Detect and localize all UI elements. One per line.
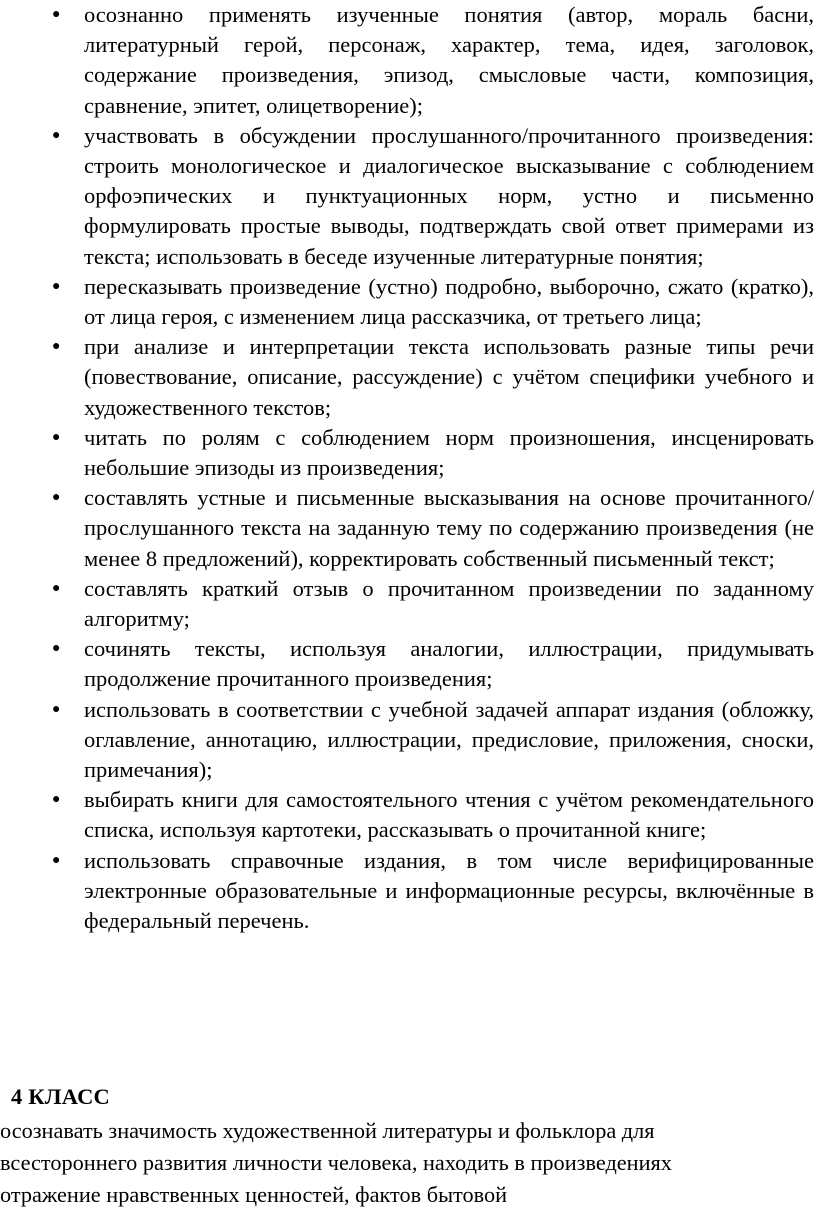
- list-item-text: составлять устные и письменные высказывания на основе прочитанного/прослушанного текста на заданную тему по содержанию произведения (не менее 8 предложений), корректировать собственный письменный текст;: [84, 485, 814, 571]
- paragraph-line: всестороннего развития личности человека, находить в произведениях: [0, 1150, 672, 1175]
- bullet-icon: ●: [52, 852, 61, 868]
- paragraph-line: отражение нравственных ценностей, фактов бытовой: [0, 1182, 508, 1207]
- list-item: [0, 0, 816, 121]
- list-item-text: использовать в соответствии с учебной задачей аппарат издания (обложку, оглавление, аннотацию, иллюстрации, предисловие, приложения, сноски, примечания);: [84, 696, 814, 783]
- list-item: [0, 695, 816, 786]
- list-item-text: участвовать в обсуждении прослушанного/прочитанного произведения: строить монологическое и диалогическое высказывание с соблюдением орфоэпических и пунктуационных норм, устно и письменно формулировать простые выводы, подтверждать свой ответ примерами из текста; использовать в беседе изученные литературные понятия;: [84, 122, 814, 269]
- list-item-text: составлять краткий отзыв о прочитанном произведении по заданному алгоритму;: [84, 575, 814, 632]
- bullet-icon: ●: [52, 580, 61, 596]
- bullet-icon: ●: [52, 127, 61, 143]
- list-item: [0, 121, 816, 272]
- list-item: [0, 483, 816, 574]
- list-item: [0, 574, 816, 634]
- list-item-text: читать по ролям с соблюдением норм произношения, инсценировать небольшие эпизоды из произведения;: [84, 424, 814, 481]
- list-item-text: при анализе и интерпретации текста использовать разные типы речи (повествование, описание, рассуждение) с учётом специфики учебного и художественного текстов;: [84, 334, 814, 420]
- list-item: [0, 846, 816, 937]
- list-item: [0, 332, 816, 423]
- bullet-icon: ●: [52, 429, 61, 445]
- list-item-text: выбирать книги для самостоятельного чтения с учётом рекомендательного списка, используя картотеки, рассказывать о прочитанной книге;: [84, 787, 814, 843]
- list-item-text: пересказывать произведение (устно) подробно, выборочно, сжато (кратко), от лица героя, с изменением лица рассказчика, от третьего лица;: [84, 273, 814, 330]
- bullet-icon: ●: [52, 339, 61, 355]
- paragraph-line: осознавать значимость художественной литературы и фольклора для: [0, 1118, 655, 1143]
- list-item-text: сочинять тексты, используя аналогии, иллюстрации, придумывать продолжение прочитанного произведения;: [84, 636, 814, 692]
- list-item-text: использовать справочные издания, в том числе верифицированные электронные образовательные и информационные ресурсы, включённые в федеральный перечень.: [84, 847, 814, 934]
- bullet-icon: ●: [52, 278, 61, 294]
- list-item: [0, 423, 816, 483]
- section-heading: 4 КЛАСС: [11, 1084, 110, 1109]
- bullet-icon: ●: [52, 792, 61, 808]
- bullet-icon: ●: [52, 490, 61, 506]
- list-item: [0, 272, 816, 332]
- section-paragraph: [0, 1115, 780, 1211]
- list-item: [0, 785, 816, 845]
- list-item: [0, 634, 816, 694]
- bullet-icon: ●: [52, 641, 61, 657]
- list-item-text: осознанно применять изученные понятия (автор, мораль басни, литературный герой, персонаж, характер, тема, идея, заголовок, содержание произведения, эпизод, смысловые части, композиция, сравнение, эпитет, олицетворение);: [84, 2, 814, 118]
- bullet-icon: ●: [52, 701, 61, 717]
- bullet-icon: ●: [52, 7, 61, 22]
